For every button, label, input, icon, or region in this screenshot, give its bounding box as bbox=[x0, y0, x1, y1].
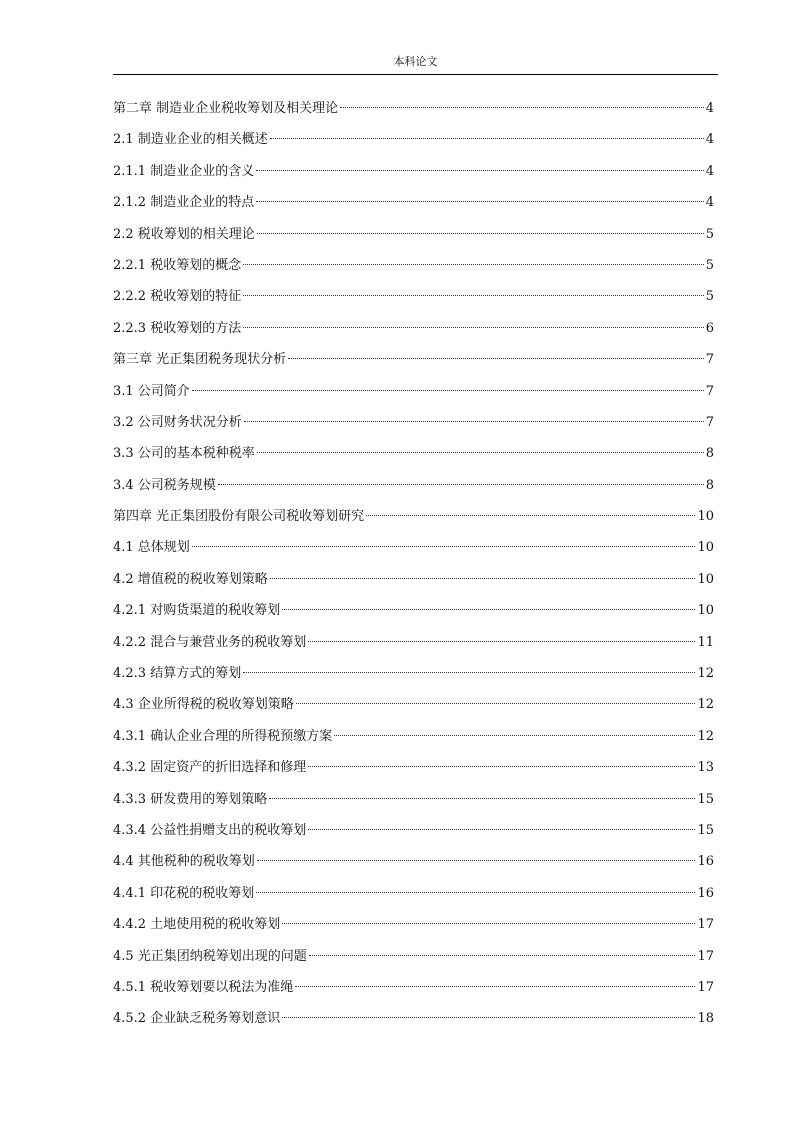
toc-entry-page-number: 12 bbox=[697, 728, 714, 744]
dot-leader bbox=[257, 452, 704, 453]
toc-entry-label: 4.3.4 公益性捐赠支出的税收筹划 bbox=[113, 822, 307, 838]
toc-entry[interactable] bbox=[113, 721, 714, 752]
toc-entry[interactable] bbox=[113, 124, 714, 155]
toc-entry[interactable] bbox=[113, 752, 714, 783]
dot-leader bbox=[308, 641, 695, 642]
toc-entry-label: 4.2.2 混合与兼营业务的税收筹划 bbox=[113, 634, 307, 650]
toc-entry-label: 4.5.1 税收筹划要以税法为准绳 bbox=[113, 979, 294, 995]
toc-entry[interactable] bbox=[113, 1003, 714, 1034]
toc-entry[interactable] bbox=[113, 815, 714, 846]
toc-entry-page-number: 17 bbox=[697, 917, 714, 933]
dot-leader bbox=[243, 264, 704, 265]
toc-entry-label: 3.4 公司税务规模 bbox=[113, 477, 216, 493]
toc-entry-page-number: 13 bbox=[697, 760, 714, 776]
toc-entry[interactable] bbox=[113, 470, 714, 501]
dot-leader bbox=[243, 672, 695, 673]
toc-entry-label: 3.3 公司的基本税种税率 bbox=[113, 446, 255, 462]
toc-entry[interactable] bbox=[113, 941, 714, 972]
toc-entry-label: 2.1 制造业企业的相关概述 bbox=[113, 132, 268, 148]
toc-entry-label: 2.2.1 税收筹划的概念 bbox=[113, 257, 242, 273]
dot-leader bbox=[243, 295, 704, 296]
toc-entry[interactable] bbox=[113, 972, 714, 1003]
toc-entry-label: 4.3 企业所得税的税收筹划策略 bbox=[113, 697, 294, 713]
toc-entry-page-number: 16 bbox=[697, 854, 714, 870]
dot-leader bbox=[282, 923, 695, 924]
dot-leader bbox=[340, 107, 704, 108]
toc-entry[interactable] bbox=[113, 93, 714, 124]
toc-entry-label: 4.2.1 对购货渠道的税收筹划 bbox=[113, 603, 281, 619]
toc-entry-label: 4.3.1 确认企业合理的所得税预缴方案 bbox=[113, 728, 333, 744]
toc-entry-label: 4.1 总体规划 bbox=[113, 540, 190, 556]
dot-leader bbox=[282, 609, 695, 610]
toc-entry-page-number: 7 bbox=[705, 352, 714, 368]
dot-leader bbox=[257, 233, 704, 234]
toc-entry-page-number: 8 bbox=[705, 446, 714, 462]
toc-entry[interactable] bbox=[113, 313, 714, 344]
dot-leader bbox=[270, 578, 696, 579]
toc-entry-label: 2.1.2 制造业企业的特点 bbox=[113, 195, 255, 211]
toc-entry-page-number: 15 bbox=[697, 822, 714, 838]
toc-entry-page-number: 10 bbox=[697, 603, 714, 619]
dot-leader bbox=[244, 421, 704, 422]
toc-entry-page-number: 7 bbox=[705, 414, 714, 430]
toc-entry-page-number: 4 bbox=[705, 132, 714, 148]
toc-entry[interactable] bbox=[113, 501, 714, 532]
toc-entry-page-number: 4 bbox=[705, 195, 714, 211]
dot-leader bbox=[288, 358, 704, 359]
dot-leader bbox=[256, 170, 704, 171]
dot-leader bbox=[296, 703, 696, 704]
dot-leader bbox=[218, 484, 704, 485]
toc-entry-page-number: 10 bbox=[697, 540, 714, 556]
toc-entry[interactable] bbox=[113, 658, 714, 689]
page-header bbox=[113, 54, 718, 75]
toc-entry[interactable] bbox=[113, 187, 714, 218]
header-title: 本科论文 bbox=[393, 55, 438, 68]
toc-entry-label: 4.3.2 固定资产的折旧选择和修理 bbox=[113, 760, 307, 776]
toc-entry-page-number: 12 bbox=[697, 666, 714, 682]
toc-entry-page-number: 10 bbox=[697, 571, 714, 587]
toc-entry-page-number: 12 bbox=[697, 697, 714, 713]
toc-entry[interactable] bbox=[113, 689, 714, 720]
toc-entry-page-number: 8 bbox=[705, 477, 714, 493]
dot-leader bbox=[257, 860, 696, 861]
dot-leader bbox=[295, 986, 695, 987]
dot-leader bbox=[269, 798, 695, 799]
toc-entry-label: 第三章 光正集团税务现状分析 bbox=[113, 352, 287, 368]
toc-entry-label: 第二章 制造业企业税收筹划及相关理论 bbox=[113, 101, 339, 116]
toc-entry-label: 4.5 光正集团纳税筹划出现的问题 bbox=[113, 948, 307, 964]
toc-entry[interactable] bbox=[113, 909, 714, 940]
toc-entry-label: 第四章 光正集团股份有限公司税收筹划研究 bbox=[113, 509, 365, 525]
dot-leader bbox=[192, 390, 704, 391]
toc-entry-label: 2.1.1 制造业企业的含义 bbox=[113, 163, 255, 179]
toc-entry[interactable] bbox=[113, 376, 714, 407]
toc-entry-label: 4.3.3 研发费用的筹划策略 bbox=[113, 791, 268, 807]
toc-entry-label: 2.2.3 税收筹划的方法 bbox=[113, 320, 242, 336]
toc-entry-label: 4.2 增值税的税收筹划策略 bbox=[113, 571, 268, 587]
toc-entry[interactable] bbox=[113, 344, 714, 375]
toc-entry-label: 4.4 其他税种的税收筹划 bbox=[113, 854, 255, 870]
toc-entry[interactable] bbox=[113, 627, 714, 658]
toc-entry[interactable] bbox=[113, 564, 714, 595]
toc-entry-label: 2.2 税收筹划的相关理论 bbox=[113, 226, 255, 242]
toc-entry-label: 4.5.2 企业缺乏税务筹划意识 bbox=[113, 1011, 281, 1027]
dot-leader bbox=[309, 955, 696, 956]
dot-leader bbox=[243, 327, 704, 328]
toc-entry-page-number: 17 bbox=[697, 979, 714, 995]
dot-leader bbox=[334, 735, 695, 736]
toc-entry[interactable] bbox=[113, 784, 714, 815]
toc-entry-page-number: 5 bbox=[705, 226, 714, 242]
toc-entry-page-number: 4 bbox=[705, 101, 714, 116]
toc-entry[interactable] bbox=[113, 156, 714, 187]
dot-leader bbox=[282, 1017, 695, 1018]
toc-entry-label: 4.4.2 土地使用税的税收筹划 bbox=[113, 917, 281, 933]
toc-entry-page-number: 6 bbox=[705, 320, 714, 336]
toc-entry[interactable] bbox=[113, 219, 714, 250]
toc-entry-page-number: 7 bbox=[705, 383, 714, 399]
dot-leader bbox=[192, 546, 696, 547]
toc-entry[interactable] bbox=[113, 878, 714, 909]
dot-leader bbox=[270, 138, 704, 139]
toc-entry-page-number: 16 bbox=[697, 885, 714, 901]
toc-entry-page-number: 15 bbox=[697, 791, 714, 807]
dot-leader bbox=[256, 201, 704, 202]
toc-entry-label: 4.4.1 印花税的税收筹划 bbox=[113, 885, 255, 901]
toc-entry[interactable] bbox=[113, 532, 714, 563]
dot-leader bbox=[256, 892, 695, 893]
toc-entry-label: 3.2 公司财务状况分析 bbox=[113, 414, 242, 430]
dot-leader bbox=[366, 515, 695, 516]
toc-entry-page-number: 10 bbox=[697, 509, 714, 525]
toc-entry-page-number: 5 bbox=[705, 289, 714, 305]
toc-entry-page-number: 17 bbox=[697, 948, 714, 964]
toc-entry[interactable] bbox=[113, 407, 714, 438]
toc-entry-label: 3.1 公司简介 bbox=[113, 383, 190, 399]
toc-entry[interactable] bbox=[113, 595, 714, 626]
dot-leader bbox=[308, 829, 695, 830]
toc-entry[interactable] bbox=[113, 281, 714, 312]
toc-entry[interactable] bbox=[113, 250, 714, 281]
toc-entry[interactable] bbox=[113, 846, 714, 877]
dot-leader bbox=[308, 766, 695, 767]
toc-entry[interactable] bbox=[113, 438, 714, 469]
toc-entry-page-number: 4 bbox=[705, 163, 714, 179]
toc-entry-page-number: 11 bbox=[697, 634, 714, 650]
toc-entry-page-number: 5 bbox=[705, 257, 714, 273]
toc-entry-label: 2.2.2 税收筹划的特征 bbox=[113, 289, 242, 305]
toc-entry-page-number: 18 bbox=[697, 1011, 714, 1027]
table-of-contents bbox=[113, 93, 714, 1035]
toc-entry-label: 4.2.3 结算方式的筹划 bbox=[113, 666, 242, 682]
